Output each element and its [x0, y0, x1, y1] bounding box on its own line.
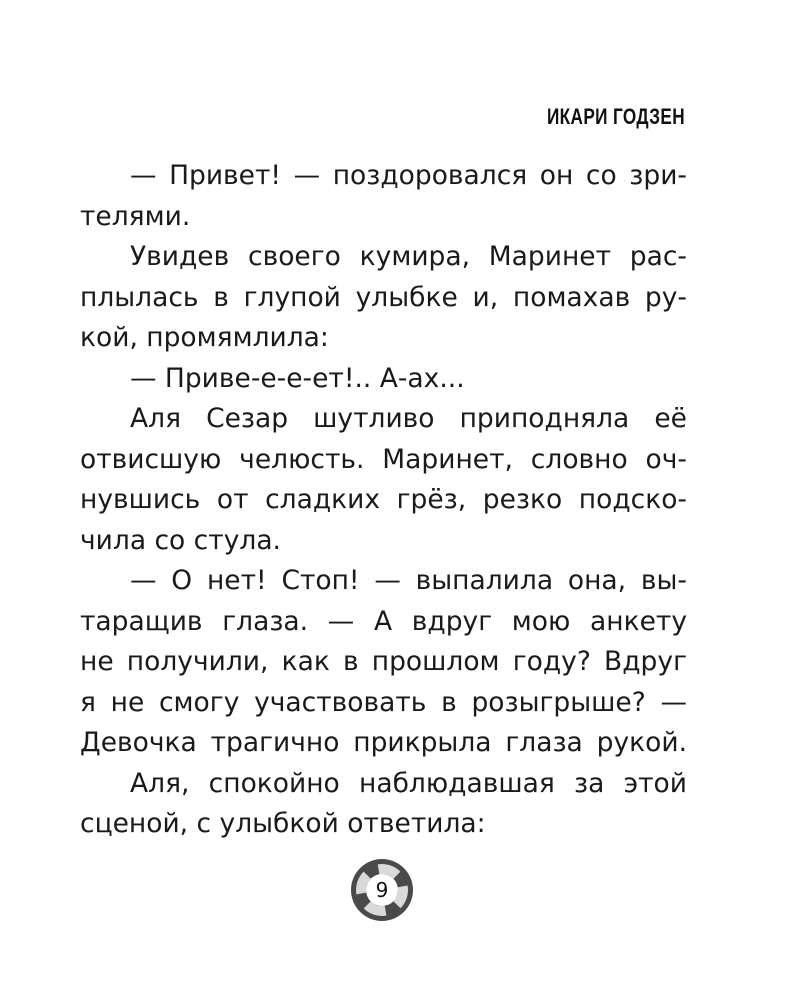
text-line: — Привет! — поздоровался он со зри- — [130, 160, 687, 191]
text-line: плылась в глупой улыбке и, помахав ру- — [80, 281, 687, 313]
text-line: нувшись от сладких грёз, резко подско- — [80, 484, 687, 515]
page-number: 9 — [375, 878, 389, 902]
text-line: Аля, спокойно наблюдавшая за этой — [130, 767, 687, 799]
text-line: отвисшую челюсть. Маринет, словно оч- — [80, 443, 687, 475]
text-line: Девочка трагично прикрыла глаза рукой. — [80, 727, 687, 758]
text-line: — О нет! Стоп! — выпалила она, вы- — [130, 565, 687, 596]
text-line: я не смогу участвовать в розыгрыше? — — [80, 686, 687, 718]
text-line: не получили, как в прошлом году? Вдруг — [80, 646, 687, 677]
text-line: Увидев своего кумира, Маринет рас- — [130, 241, 687, 272]
text-line: — Приве-е-е-ет!.. А-ах... — [130, 362, 465, 394]
body-text — [80, 156, 687, 845]
text-line: телями. — [80, 200, 191, 232]
text-line: кой, промямлила: — [80, 322, 329, 353]
text-line: таращив глаза. — А вдруг мою анкету — [80, 605, 687, 637]
running-header-author: ИКАРИ ГОДЗЕН — [546, 104, 685, 129]
text-line: чила со стула. — [80, 524, 281, 556]
text-line: Аля Сезар шутливо приподняла её — [130, 403, 687, 434]
text-line: сценой, с улыбкой ответила: — [80, 808, 486, 839]
page-number-badge — [349, 857, 415, 923]
